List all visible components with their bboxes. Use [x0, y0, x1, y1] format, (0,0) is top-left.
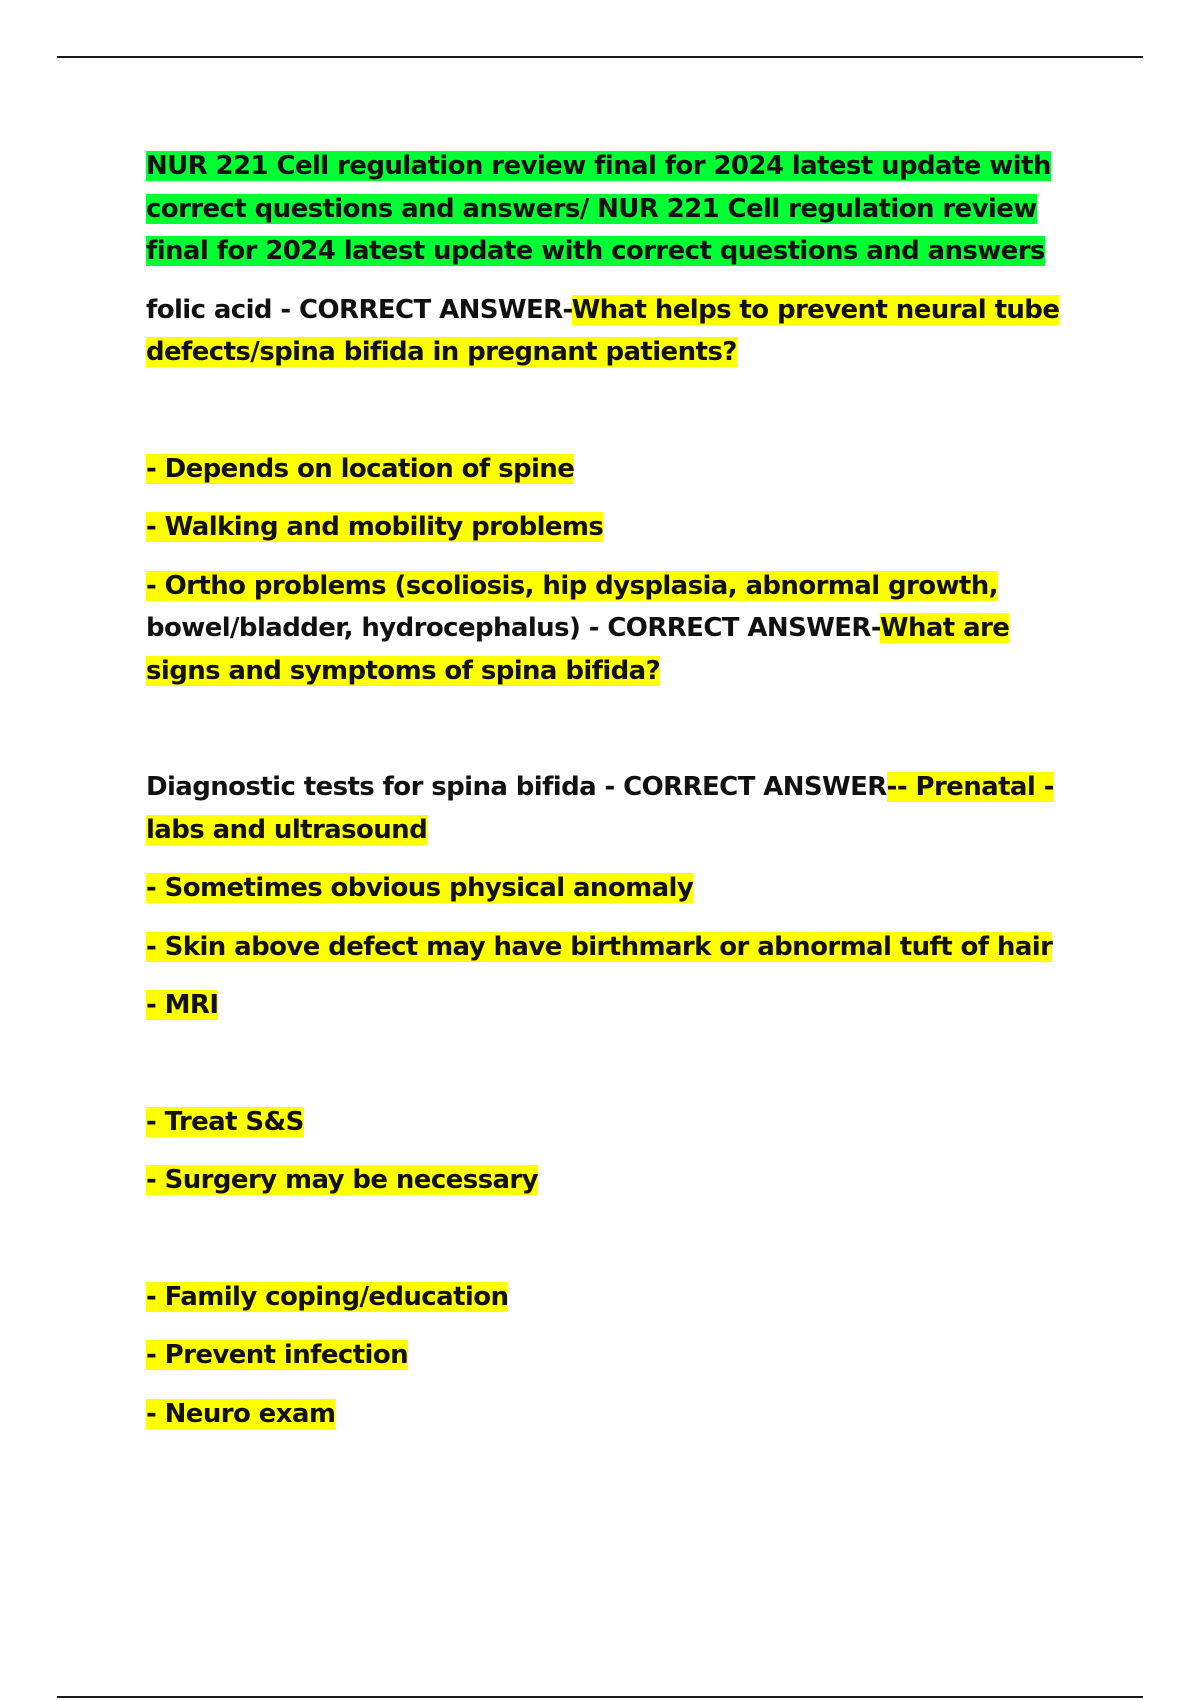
list-item [146, 1393, 1066, 1436]
bullet-text: - Skin above defect may have birthmark or abnormal tuft of hair [146, 931, 1053, 962]
list-item [146, 926, 1066, 969]
list-item [146, 1101, 1066, 1144]
list-item [146, 867, 1066, 910]
footer-rule [57, 1696, 1143, 1698]
title-highlight: NUR 221 Cell regulation review final for 2024 latest update with correct questions and answers/ NUR 221 Cell regulation review final for 2024 latest update with correct questions and answers [146, 151, 1051, 266]
qa-term: Diagnostic tests for spina bifida - CORRECT ANSWER [146, 772, 887, 802]
bullet-text: - Ortho problems (scoliosis, hip dysplasia, abnormal growth, [146, 570, 998, 601]
bullet-text: - MRI [146, 990, 219, 1020]
document-title [146, 145, 1066, 273]
qa-question: What helps to prevent neural tube defects/spina bifida in pregnant patients? [146, 294, 1060, 367]
qa-term: folic acid - CORRECT ANSWER- [146, 294, 572, 325]
list-item [146, 984, 1066, 1027]
bullet-text: - Sometimes obvious physical anomaly [146, 873, 694, 903]
bullet-text: - Walking and mobility problems [146, 512, 604, 542]
qa-question: What are signs and symptoms of spina bifida? [146, 613, 1010, 686]
header-rule [57, 56, 1143, 58]
list-item [146, 1276, 1066, 1319]
list-item [146, 448, 1066, 491]
bullet-text: - Prevent infection [146, 1340, 409, 1370]
bullet-text: - Neuro exam [146, 1398, 336, 1429]
list-item [146, 1159, 1066, 1202]
bullet-text: - Surgery may be necessary [146, 1165, 538, 1195]
bullet-text: - Family coping/education [146, 1281, 509, 1312]
list-item [146, 1334, 1066, 1377]
qa-signs-symptoms [146, 565, 1066, 693]
qa-folic-acid [146, 289, 1066, 374]
qa-diagnostic-tests [146, 766, 1066, 851]
qa-term: bowel/bladder, hydrocephalus) - CORRECT ANSWER- [146, 613, 880, 643]
bullet-text: - Depends on location of spine [146, 453, 575, 484]
document-body [146, 145, 1066, 1435]
bullet-text: - Treat S&S [146, 1106, 304, 1137]
qa-answer: -- Prenatal - labs and ultrasound [146, 772, 1054, 845]
list-item [146, 506, 1066, 549]
